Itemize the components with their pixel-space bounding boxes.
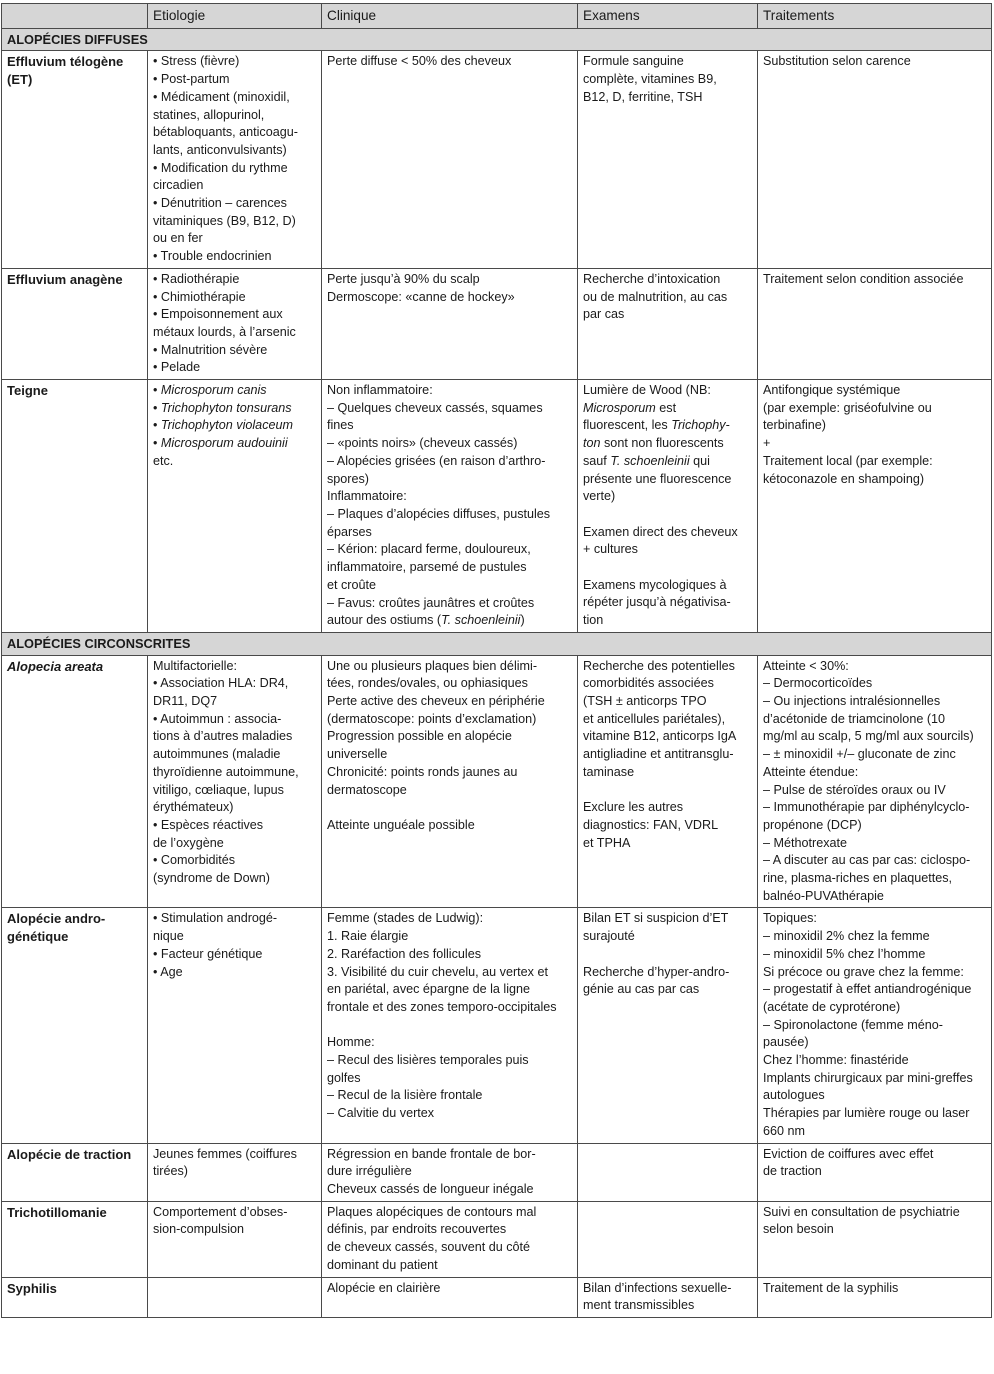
cell-line: génétique	[7, 929, 69, 945]
cell-line: statines, allopurinol,	[153, 107, 265, 122]
table-row	[2, 380, 992, 633]
cell-line: DR11, DQ7	[153, 694, 218, 709]
cell-line: nique	[153, 929, 184, 944]
cell-line: 660 nm	[763, 1123, 806, 1138]
cell-line: • Dénutrition – carences	[153, 196, 287, 211]
cell-line: Si précoce ou grave chez la femme:	[763, 964, 964, 979]
cell-line: Traitement local (par exemple:	[763, 453, 933, 468]
cell-line: dermatoscope	[327, 782, 407, 797]
cell-line: Syphilis	[7, 1280, 57, 1296]
cell-line: • Stress (fièvre)	[153, 54, 240, 69]
header-examens: Examens	[578, 4, 758, 29]
cell-clinique	[322, 908, 578, 1143]
cell-line: tion	[583, 613, 604, 628]
cell-line: 1. Raie élargie	[327, 929, 409, 944]
cell-line: – Kérion: placard ferme, douloureux,	[327, 542, 531, 557]
cell-line: tirées)	[153, 1164, 188, 1179]
section-title: ALOPÉCIES DIFFUSES	[2, 28, 992, 51]
section-row	[2, 28, 992, 51]
cell-traitements	[758, 1201, 992, 1277]
cell-line: Chez l’homme: finastéride	[763, 1053, 909, 1068]
cell-clinique	[322, 51, 578, 268]
cell-line: B12, D, ferritine, TSH	[583, 89, 703, 104]
section-title: ALOPÉCIES CIRCONSCRITES	[2, 632, 992, 655]
table-row	[2, 268, 992, 379]
cell-line: Thérapies par lumière rouge ou laser	[763, 1106, 970, 1121]
cell-line: Jeunes femmes (coiffures	[153, 1146, 297, 1161]
line-gap	[327, 799, 573, 817]
cell-line: (ET)	[7, 72, 33, 88]
line-gap	[327, 1017, 573, 1035]
cell-line: selon besoin	[763, 1222, 834, 1237]
cell-line: Microsporum est	[583, 400, 677, 415]
cell-line: • Association HLA: DR4,	[153, 676, 289, 691]
cell-line: • Microsporum canis	[153, 383, 267, 398]
cell-line: tions à d’autres maladies	[153, 729, 293, 744]
cell-line: et croûte	[327, 577, 377, 592]
cell-examens	[578, 655, 758, 908]
header-clinique: Clinique	[322, 4, 578, 29]
cell-traitements	[758, 268, 992, 379]
cell-line: Recherche d’hyper-andro-	[583, 964, 730, 979]
cell-line: – Spironolactone (femme méno-	[763, 1017, 943, 1032]
cell-line: dure irrégulière	[327, 1164, 412, 1179]
cell-etiologie	[148, 1143, 322, 1201]
cell-examens	[578, 51, 758, 268]
cell-line: Topiques:	[763, 911, 817, 926]
cell-line: vitiligo, cœliaque, lupus	[153, 782, 284, 797]
table-row	[2, 1143, 992, 1201]
cell-line: diagnostics: FAN, VDRL	[583, 817, 719, 832]
cell-line: taminase	[583, 764, 635, 779]
cell-clinique	[322, 655, 578, 908]
cell-line: – Ou injections intralésionnelles	[763, 694, 941, 709]
line-gap	[583, 782, 753, 800]
cell-line: Eviction de coiffures avec effet	[763, 1146, 934, 1161]
cell-line: universelle	[327, 747, 388, 762]
cell-line: Formule sanguine	[583, 54, 684, 69]
cell-line: – Méthotrexate	[763, 835, 848, 850]
cell-etiologie	[148, 655, 322, 908]
cell-line: etc.	[153, 453, 174, 468]
cell-line: Femme (stades de Ludwig):	[327, 911, 484, 926]
cell-line: • Radiothérapie	[153, 271, 240, 286]
cell-line: Effluvium anagène	[7, 271, 123, 287]
cell-line: (syndrome de Down)	[153, 871, 270, 886]
cell-clinique	[322, 1201, 578, 1277]
cell-line: mg/ml au scalp, 5 mg/ml aux sourcils)	[763, 729, 974, 744]
cell-line: Perte jusqu’à 90% du scalp	[327, 271, 480, 286]
cell-line: balnéo-PUVAthérapie	[763, 888, 884, 903]
cell-line: +	[763, 436, 771, 451]
cell-line: Alopecia areata	[7, 658, 104, 674]
cell-examens	[578, 1143, 758, 1201]
cell-line: antigliadine et antitransglu-	[583, 747, 734, 762]
cell-line: en pariétal, avec épargne de la ligne	[327, 982, 531, 997]
cell-line: • Microsporum audouinii	[153, 436, 288, 451]
condition-name	[2, 655, 148, 908]
cell-line: complète, vitamines B9,	[583, 72, 717, 87]
cell-line: et TPHA	[583, 835, 631, 850]
cell-line: Atteinte unguéale possible	[327, 817, 475, 832]
condition-name	[2, 380, 148, 633]
cell-line: propénone (DCP)	[763, 817, 862, 832]
cell-line: Régression en bande frontale de bor-	[327, 1146, 536, 1161]
cell-line: Alopécie en clairière	[327, 1280, 441, 1295]
cell-line: sauf T. schoenleinii qui	[583, 453, 710, 468]
cell-line: + cultures	[583, 542, 638, 557]
cell-line: Examen direct des cheveux	[583, 524, 738, 539]
cell-examens	[578, 268, 758, 379]
cell-line: – minoxidil 5% chez l’homme	[763, 946, 926, 961]
cell-line: Atteinte < 30%:	[763, 658, 849, 673]
cell-line: Traitement selon condition associée	[763, 271, 964, 286]
cell-line: – Recul des lisières temporales puis	[327, 1053, 529, 1068]
cell-line: • Chimiothérapie	[153, 289, 246, 304]
cell-line: – Recul de la lisière frontale	[327, 1088, 483, 1103]
cell-line: – A discuter au cas par cas: ciclospo-	[763, 853, 971, 868]
cell-traitements	[758, 1277, 992, 1317]
cell-line: d’acétonide de triamcinolone (10	[763, 711, 946, 726]
cell-line: (par exemple: griséofulvine ou	[763, 400, 932, 415]
cell-line: érythémateux)	[153, 800, 234, 815]
cell-line: éparses	[327, 524, 372, 539]
cell-line: – Calvitie du vertex	[327, 1106, 435, 1121]
cell-line: • Stimulation androgé-	[153, 911, 278, 926]
cell-line: comorbidités associées	[583, 676, 714, 691]
cell-line: Traitement de la syphilis	[763, 1280, 899, 1295]
cell-line: présente une fluorescence	[583, 471, 732, 486]
cell-line: (dermatoscope: points d’exclamation)	[327, 711, 537, 726]
cell-line: ou en fer	[153, 231, 203, 246]
cell-line: – minoxidil 2% chez la femme	[763, 929, 930, 944]
cell-line: circadien	[153, 178, 204, 193]
cell-line: Cheveux cassés de longueur inégale	[327, 1182, 534, 1196]
cell-line: – progestatif à effet antiandrogénique	[763, 982, 972, 997]
cell-line: terbinafine)	[763, 418, 827, 433]
cell-line: – Dermocorticoïdes	[763, 676, 873, 691]
header-traitements: Traitements	[758, 4, 992, 29]
cell-line: • Pelade	[153, 360, 201, 375]
header-row	[2, 4, 992, 29]
cell-line: surajouté	[583, 929, 635, 944]
cell-clinique	[322, 268, 578, 379]
cell-line: golfes	[327, 1070, 361, 1085]
cell-line: Inflammatoire:	[327, 489, 407, 504]
cell-line: lants, anticonvulsivants)	[153, 142, 287, 157]
cell-line: • Empoisonnement aux	[153, 307, 283, 322]
cell-line: Homme:	[327, 1035, 375, 1050]
cell-traitements	[758, 380, 992, 633]
cell-line: Teigne	[7, 383, 48, 399]
cell-line: – Alopécies grisées (en raison d’arthro-	[327, 453, 546, 468]
cell-line: métaux lourds, à l’arsenic	[153, 324, 296, 339]
cell-line: répéter jusqu’à négativisa-	[583, 595, 731, 610]
cell-line: (acétate de cyprotérone)	[763, 999, 901, 1014]
cell-line: • Médicament (minoxidil,	[153, 89, 290, 104]
cell-line: Bilan d’infections sexuelle-	[583, 1280, 732, 1295]
cell-line: Perte active des cheveux en périphérie	[327, 694, 545, 709]
condition-name	[2, 1277, 148, 1317]
cell-line: Examens mycologiques à	[583, 577, 727, 592]
cell-line: • Autoimmun : associa-	[153, 711, 282, 726]
cell-line: vitaminiques (B9, B12, D)	[153, 213, 296, 228]
cell-line: autoimmunes (maladie	[153, 747, 281, 762]
cell-line: inflammatoire, parsemé de pustules	[327, 560, 527, 575]
cell-line: frontale et des zones temporo-occipitales	[327, 999, 557, 1014]
cell-line: et anticellules pariétales),	[583, 711, 726, 726]
cell-line: • Age	[153, 964, 183, 979]
line-gap	[583, 559, 753, 577]
cell-line: • Post-partum	[153, 72, 230, 87]
cell-line: Chronicité: points ronds jaunes au	[327, 764, 518, 779]
header-etiologie: Etiologie	[148, 4, 322, 29]
cell-line: Une ou plusieurs plaques bien délimi-	[327, 658, 538, 673]
cell-line: pausée)	[763, 1035, 809, 1050]
cell-line: • Trouble endocrinien	[153, 249, 272, 264]
cell-etiologie	[148, 908, 322, 1143]
cell-line: Trichotillomanie	[7, 1204, 107, 1220]
cell-line: – Favus: croûtes jaunâtres et croûtes	[327, 595, 535, 610]
section-row	[2, 632, 992, 655]
cell-line: ment transmissibles	[583, 1298, 695, 1313]
cell-line: Substitution selon carence	[763, 54, 911, 69]
cell-examens	[578, 1201, 758, 1277]
cell-clinique	[322, 380, 578, 633]
cell-line: tées, rondes/ovales, ou ophiasiques	[327, 676, 528, 691]
cell-line: Perte diffuse < 50% des cheveux	[327, 54, 512, 69]
cell-line: – «points noirs» (cheveux cassés)	[327, 436, 518, 451]
cell-line: • Espèces réactives	[153, 817, 264, 832]
cell-line: Antifongique systémique	[763, 383, 901, 398]
cell-clinique	[322, 1143, 578, 1201]
cell-clinique	[322, 1277, 578, 1317]
cell-line: Exclure les autres	[583, 800, 684, 815]
cell-line: bétabloquants, anticoagu-	[153, 125, 298, 140]
cell-line: Effluvium télogène	[7, 54, 124, 70]
cell-line: – Immunothérapie par diphénylcyclo-	[763, 800, 970, 815]
cell-line: • Malnutrition sévère	[153, 342, 268, 357]
cell-line: • Facteur génétique	[153, 946, 263, 961]
cell-line: – ± minoxidil +/– gluconate de zinc	[763, 747, 956, 762]
cell-line: Multifactorielle:	[153, 658, 237, 673]
cell-line: spores)	[327, 471, 369, 486]
condition-name	[2, 268, 148, 379]
cell-line: ton sont non fluorescents	[583, 436, 724, 451]
cell-traitements	[758, 1143, 992, 1201]
table-row	[2, 1201, 992, 1277]
cell-line: Implants chirurgicaux par mini-greffes	[763, 1070, 973, 1085]
cell-line: de l’oxygène	[153, 835, 224, 850]
cell-line: Recherche des potentielles	[583, 658, 735, 673]
cell-etiologie	[148, 51, 322, 268]
cell-line: rine, plasma-riches en plaquettes,	[763, 871, 953, 886]
cell-line: 2. Raréfaction des follicules	[327, 946, 482, 961]
cell-line: Alopécie andro-	[7, 911, 106, 927]
cell-line: autour des ostiums (T. schoenleinii)	[327, 613, 525, 628]
cell-line: Suivi en consultation de psychiatrie	[763, 1204, 960, 1219]
condition-name	[2, 1201, 148, 1277]
cell-line: (TSH ± anticorps TPO	[583, 694, 707, 709]
cell-line: fines	[327, 418, 354, 433]
cell-line: – Quelques cheveux cassés, squames	[327, 400, 543, 415]
cell-line: Dermoscope: «canne de hockey»	[327, 289, 515, 304]
cell-traitements	[758, 908, 992, 1143]
cell-line: Bilan ET si suspicion d’ET	[583, 911, 729, 926]
table-row	[2, 51, 992, 268]
table-body	[2, 28, 992, 1317]
condition-name	[2, 51, 148, 268]
cell-line: • Modification du rythme	[153, 160, 288, 175]
cell-line: vitamine B12, anticorps IgA	[583, 729, 737, 744]
cell-line: de traction	[763, 1164, 822, 1179]
cell-examens	[578, 1277, 758, 1317]
cell-traitements	[758, 655, 992, 908]
cell-line: 3. Visibilité du cuir chevelu, au vertex et	[327, 964, 548, 979]
cell-line: kétoconazole en shampoing)	[763, 471, 925, 486]
condition-name	[2, 1143, 148, 1201]
cell-line: – Plaques d’alopécies diffuses, pustules	[327, 506, 551, 521]
table-row	[2, 908, 992, 1143]
cell-etiologie	[148, 268, 322, 379]
cell-examens	[578, 380, 758, 633]
cell-line: verte)	[583, 489, 616, 504]
line-gap	[583, 946, 753, 964]
cell-line: Plaques alopéciques de contours mal	[327, 1204, 537, 1219]
cell-line: fluorescent, les Trichophy-	[583, 418, 730, 433]
cell-line: – Pulse de stéroïdes oraux ou IV	[763, 782, 946, 797]
alopecia-table	[1, 3, 992, 1318]
cell-line: Comportement d’obses-	[153, 1204, 288, 1219]
cell-line: dominant du patient	[327, 1257, 438, 1272]
table-row	[2, 655, 992, 908]
cell-examens	[578, 908, 758, 1143]
cell-line: thyroïdienne autoimmune,	[153, 764, 299, 779]
cell-line: • Trichophyton tonsurans	[153, 400, 292, 415]
cell-line: définis, par endroits recouvertes	[327, 1222, 507, 1237]
cell-line: par cas	[583, 307, 625, 322]
cell-line: Alopécie de traction	[7, 1146, 132, 1162]
cell-line: Non inflammatoire:	[327, 383, 433, 398]
table-row	[2, 1277, 992, 1317]
cell-line: ou de malnutrition, au cas	[583, 289, 728, 304]
line-gap	[583, 506, 753, 524]
cell-traitements	[758, 51, 992, 268]
cell-line: Recherche d’intoxication	[583, 271, 721, 286]
cell-line: de cheveux cassés, souvent du côté	[327, 1240, 531, 1255]
cell-etiologie	[148, 1277, 322, 1317]
cell-line: • Trichophyton violaceum	[153, 418, 293, 433]
cell-line: Atteinte étendue:	[763, 764, 859, 779]
cell-etiologie	[148, 380, 322, 633]
header-corner	[2, 4, 148, 29]
cell-line: sion-compulsion	[153, 1222, 244, 1237]
cell-line: Lumière de Wood (NB:	[583, 383, 711, 398]
cell-line: autologues	[763, 1088, 825, 1103]
cell-line: Progression possible en alopécie	[327, 729, 512, 744]
cell-etiologie	[148, 1201, 322, 1277]
cell-line: • Comorbidités	[153, 853, 236, 868]
cell-line: génie au cas par cas	[583, 982, 700, 997]
condition-name	[2, 908, 148, 1143]
